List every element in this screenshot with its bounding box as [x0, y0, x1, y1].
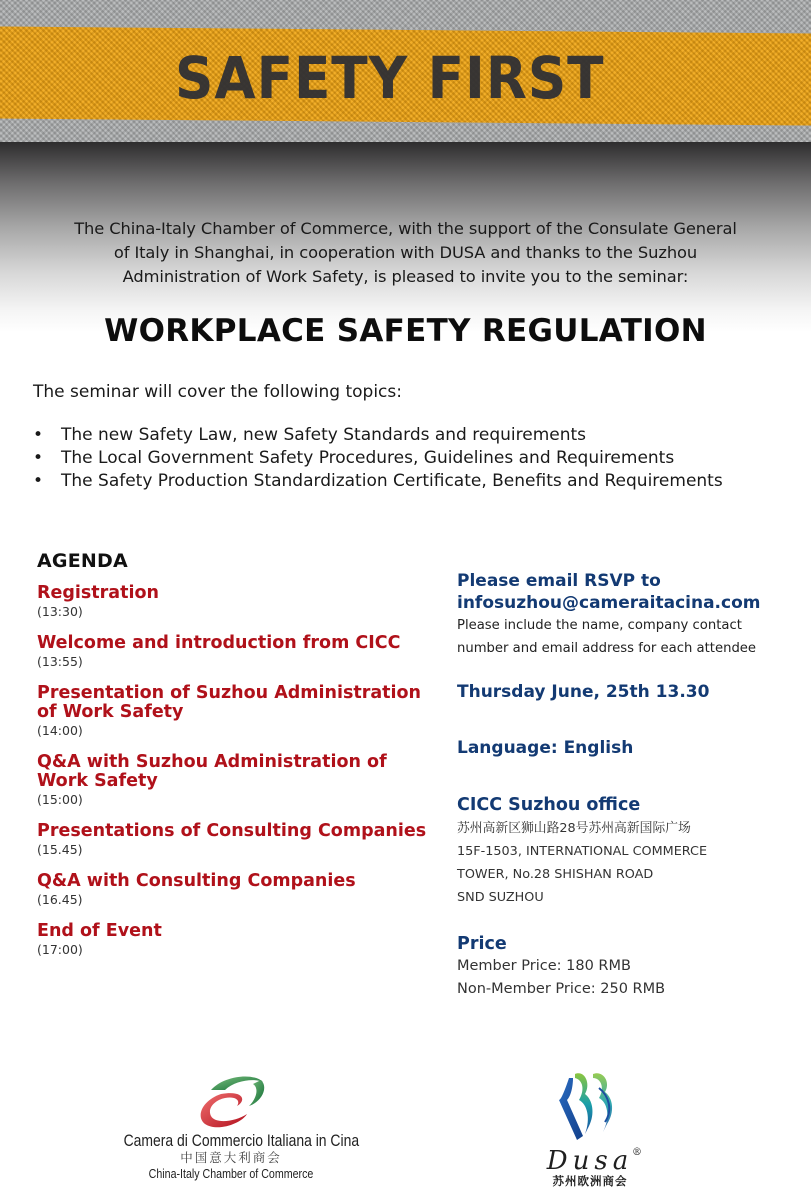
office-heading: CICC Suzhou office — [457, 795, 641, 815]
agenda-item-name — [37, 684, 437, 722]
dusa-logo — [540, 1070, 640, 1198]
dusa-emblem-icon — [555, 1070, 625, 1144]
agenda-item-name-line: Q&A with Suzhou Administration of — [37, 752, 387, 772]
topic-item — [33, 470, 803, 493]
invitation-line: Administration of Work Safety, is pleased to invite you to the seminar: — [122, 267, 689, 286]
agenda-item — [37, 634, 437, 670]
agenda-item-name: Presentations of Consulting Companies — [37, 821, 427, 841]
cicc-emblem-icon — [191, 1072, 271, 1130]
price-heading: Price — [457, 934, 507, 954]
event-info — [457, 570, 802, 1001]
non-member-price: Non-Member Price: 250 RMB — [457, 981, 666, 997]
banner-image — [0, 0, 811, 142]
agenda-item-name: End of Event — [37, 921, 162, 941]
rsvp-note-line: number and email address for each attendee — [457, 641, 757, 656]
rsvp-note-line: Please include the name, company contact — [457, 618, 742, 633]
bullet-icon: • — [33, 471, 44, 491]
topic-text: The new Safety Law, new Safety Standards and requirements — [61, 425, 587, 445]
rsvp-note — [457, 614, 802, 660]
bullet-icon: • — [33, 425, 44, 445]
agenda-item — [37, 872, 437, 908]
topic-item — [33, 447, 803, 470]
event-language: Language: English — [457, 738, 634, 758]
agenda-item-time: (14:00) — [37, 723, 83, 738]
invitation-line: The China-Italy Chamber of Commerce, with the support of the Consulate General — [74, 219, 737, 238]
agenda-item-name — [37, 753, 437, 791]
banner-title: SAFETY FIRST — [175, 44, 605, 112]
cicc-name-italian: Camera di Commercio Italiana in Cina — [123, 1131, 360, 1150]
agenda-item-name: Registration — [37, 583, 159, 603]
agenda-item-time: (13:30) — [37, 604, 83, 619]
topic-text: The Safety Production Standardization Certificate, Benefits and Requirements — [61, 471, 723, 491]
dusa-name-chinese: 苏州欧洲商会 — [552, 1174, 628, 1188]
agenda-item — [37, 684, 437, 739]
invitation-line: of Italy in Shanghai, in cooperation with DUSA and thanks to the Suzhou — [113, 243, 698, 262]
rsvp-heading: Please email RSVP to — [457, 571, 661, 591]
seminar-title: WORKPLACE SAFETY REGULATION — [104, 313, 707, 349]
invitation-text — [10, 217, 801, 289]
address-line: 苏州高新区狮山路28号苏州高新国际广场 — [457, 821, 691, 836]
agenda-item — [37, 922, 437, 958]
agenda-section — [37, 550, 437, 972]
agenda-item-name: Q&A with Consulting Companies — [37, 871, 356, 891]
address-line: 15F-1503, INTERNATIONAL COMMERCE — [457, 844, 708, 859]
rsvp-email-link[interactable]: infosuzhou@cameraitacina.com — [457, 593, 761, 613]
agenda-item-name: Welcome and introduction from CICC — [37, 633, 401, 653]
office-address — [457, 817, 802, 909]
agenda-item — [37, 753, 437, 808]
agenda-heading: AGENDA — [37, 550, 128, 572]
agenda-item — [37, 822, 437, 858]
address-line: TOWER, No.28 SHISHAN ROAD — [457, 867, 654, 882]
agenda-item-name-line: of Work Safety — [37, 702, 184, 722]
topic-item — [33, 424, 803, 447]
member-price: Member Price: 180 RMB — [457, 958, 631, 974]
agenda-item-name-line: Work Safety — [37, 771, 158, 791]
cicc-name-english: China-Italy Chamber of Commerce — [148, 1166, 314, 1181]
cicc-logo — [100, 1072, 362, 1192]
agenda-item-time: (15.45) — [37, 842, 83, 857]
agenda-item-name-line: Presentation of Suzhou Administration — [37, 683, 422, 703]
agenda-item-time: (16.45) — [37, 892, 83, 907]
agenda-item — [37, 584, 437, 620]
agenda-item-time: (17:00) — [37, 942, 83, 957]
topics-intro: The seminar will cover the following topics: — [33, 382, 402, 402]
event-date: Thursday June, 25th 13.30 — [457, 682, 710, 702]
bullet-icon: • — [33, 448, 44, 468]
topic-text: The Local Government Safety Procedures, Guidelines and Requirements — [61, 448, 675, 468]
registered-mark: ® — [632, 1147, 642, 1158]
address-line: SND SUZHOU — [457, 890, 544, 905]
dusa-wordmark-text: Dusa — [546, 1146, 634, 1176]
cicc-name-chinese: 中国意大利商会 — [180, 1150, 282, 1165]
agenda-item-time: (13:55) — [37, 654, 83, 669]
topics-list — [33, 424, 803, 493]
dusa-wordmark — [540, 1148, 640, 1174]
agenda-item-time: (15:00) — [37, 792, 83, 807]
